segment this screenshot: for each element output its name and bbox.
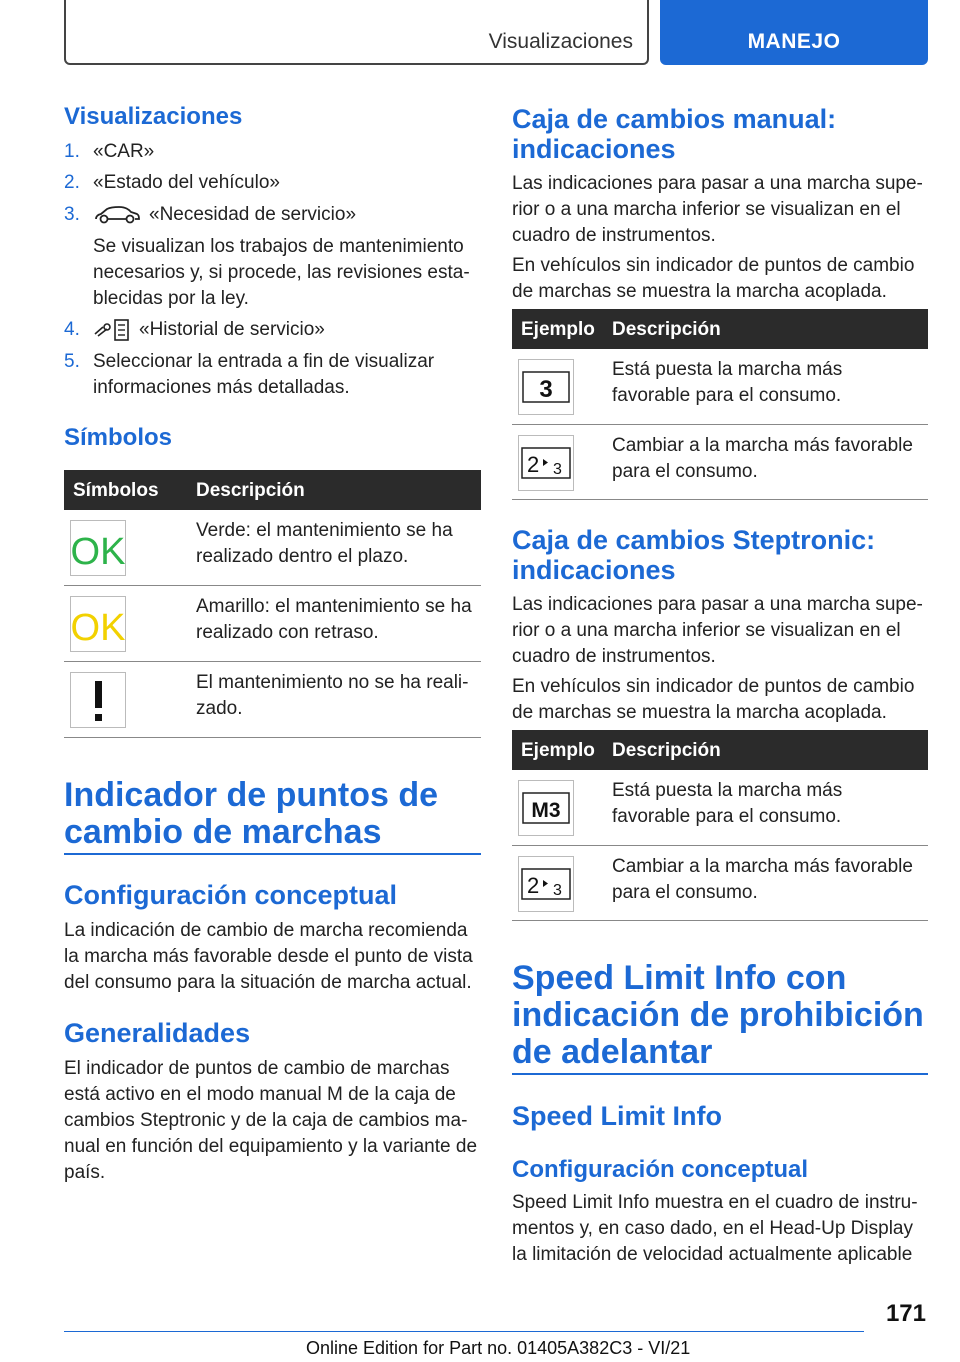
svg-text:3: 3: [553, 461, 562, 478]
exclamation-icon: [70, 672, 126, 728]
steptronic-paragraph-1: Las indicaciones para pasar a una marcha superior o a una marcha inferior se visualizan en el cuadro de instrumentos.: [512, 594, 923, 667]
section-title: Visualizaciones: [488, 30, 633, 53]
gear-m3-icon: [518, 780, 574, 836]
heading-rule: [64, 853, 481, 855]
concept-paragraph: La indicación de cambio de marcha recomienda la marcha más favorable desde el punto de vista del consumo para la situación de marcha actual.: [64, 920, 473, 993]
header-bar: [64, 0, 649, 65]
general-paragraph: El indicador de puntos de cambio de marchas está activo en el modo manual M de la caja de cambios Steptronic y de la caja de cambios manual en función del equipamiento y la variante de país.: [64, 1058, 478, 1183]
speed-limit-subheading: Speed Limit Info: [512, 1101, 723, 1131]
svg-text:M3: M3: [531, 799, 561, 822]
symbols-table-header: Símbolos Descripción: [64, 470, 481, 510]
speed-limit-concept-heading: Configuración conceptual: [512, 1156, 809, 1183]
chapter-tab-label: MANEJO: [747, 30, 841, 53]
car-service-icon: [93, 204, 141, 226]
service-history-icon: [93, 318, 131, 342]
concept-heading: Configuración conceptual: [64, 880, 398, 910]
page-number: 171: [885, 1300, 926, 1327]
edition-footer: Online Edition for Part no. 01405A382C3 - VI/21: [306, 1338, 691, 1358]
gear-3-icon: [518, 359, 574, 415]
visualizaciones-heading: Visualizaciones: [64, 103, 243, 130]
svg-text:3: 3: [539, 376, 553, 403]
steptronic-heading: Caja de cambios Steptronic: indicaciones: [512, 525, 876, 585]
general-heading: Generalidades: [64, 1018, 251, 1048]
steptronic-paragraph-2: En vehículos sin indicador de puntos de cambio de marchas se muestra la marcha acoplada.: [512, 676, 915, 723]
manual-paragraph-2: En vehículos sin indicador de puntos de cambio de marchas se muestra la marcha acoplada.: [512, 255, 915, 302]
svg-text:2: 2: [527, 873, 540, 898]
svg-text:2: 2: [527, 452, 540, 477]
table-row: 2 3 Cambiar a la marcha más favorable para el consumo.: [512, 846, 928, 921]
table-row: M3 Está puesta la marcha más favorable para el consumo.: [512, 770, 928, 846]
simbolos-heading: Símbolos: [64, 424, 173, 451]
speed-limit-heading: Speed Limit Info con indicación de prohibición de adelantar: [512, 959, 924, 1071]
gear-2-to-3-icon: [518, 435, 574, 491]
steptronic-table-header: Ejemplo Descripción: [512, 730, 928, 770]
manual-gearbox-heading: Caja de cambios manual: indicaciones: [512, 104, 837, 164]
table-row: 2 3 Cambiar a la marcha más favorable para el consumo.: [512, 425, 928, 500]
shift-indicator-heading: Indicador de puntos de cambio de marchas: [64, 776, 439, 851]
list-item-detail: Se visualizan los trabajos de mantenimiento necesarios y, si procede, las revisiones establecidas por la ley.: [93, 236, 470, 309]
manual-table-header: Ejemplo Descripción: [512, 309, 928, 349]
speed-limit-paragraph: Speed Limit Info muestra en el cuadro de instrumentos y, en caso dado, en el Head-Up Display la limitación de velocidad actualmente aplicable: [512, 1192, 918, 1265]
table-row: OK Amarillo: el mantenimiento se ha realizado con retraso.: [64, 586, 481, 662]
table-row: 3 Está puesta la marcha más favorable para el consumo.: [512, 349, 928, 425]
svg-text:OK: OK: [71, 607, 125, 649]
heading-rule: [512, 1073, 928, 1075]
svg-text:OK: OK: [71, 531, 125, 573]
table-row: OK Verde: el mantenimiento se ha realizado dentro el plazo.: [64, 510, 481, 586]
manual-paragraph-1: Las indicaciones para pasar a una marcha superior o a una marcha inferior se visualizan en el cuadro de instrumentos.: [512, 173, 923, 246]
chapter-tab[interactable]: [660, 0, 928, 65]
ok-yellow-icon: [70, 596, 126, 652]
table-row: El mantenimiento no se ha realizado.: [64, 662, 481, 738]
svg-text:3: 3: [553, 882, 562, 899]
ok-green-icon: [70, 520, 126, 576]
footer-rule: [64, 1331, 864, 1332]
list-item: 5. Seleccionar la entrada a fin de visualizar informaciones más detalladas.: [64, 351, 435, 398]
gear-2-to-3-icon: [518, 856, 574, 912]
